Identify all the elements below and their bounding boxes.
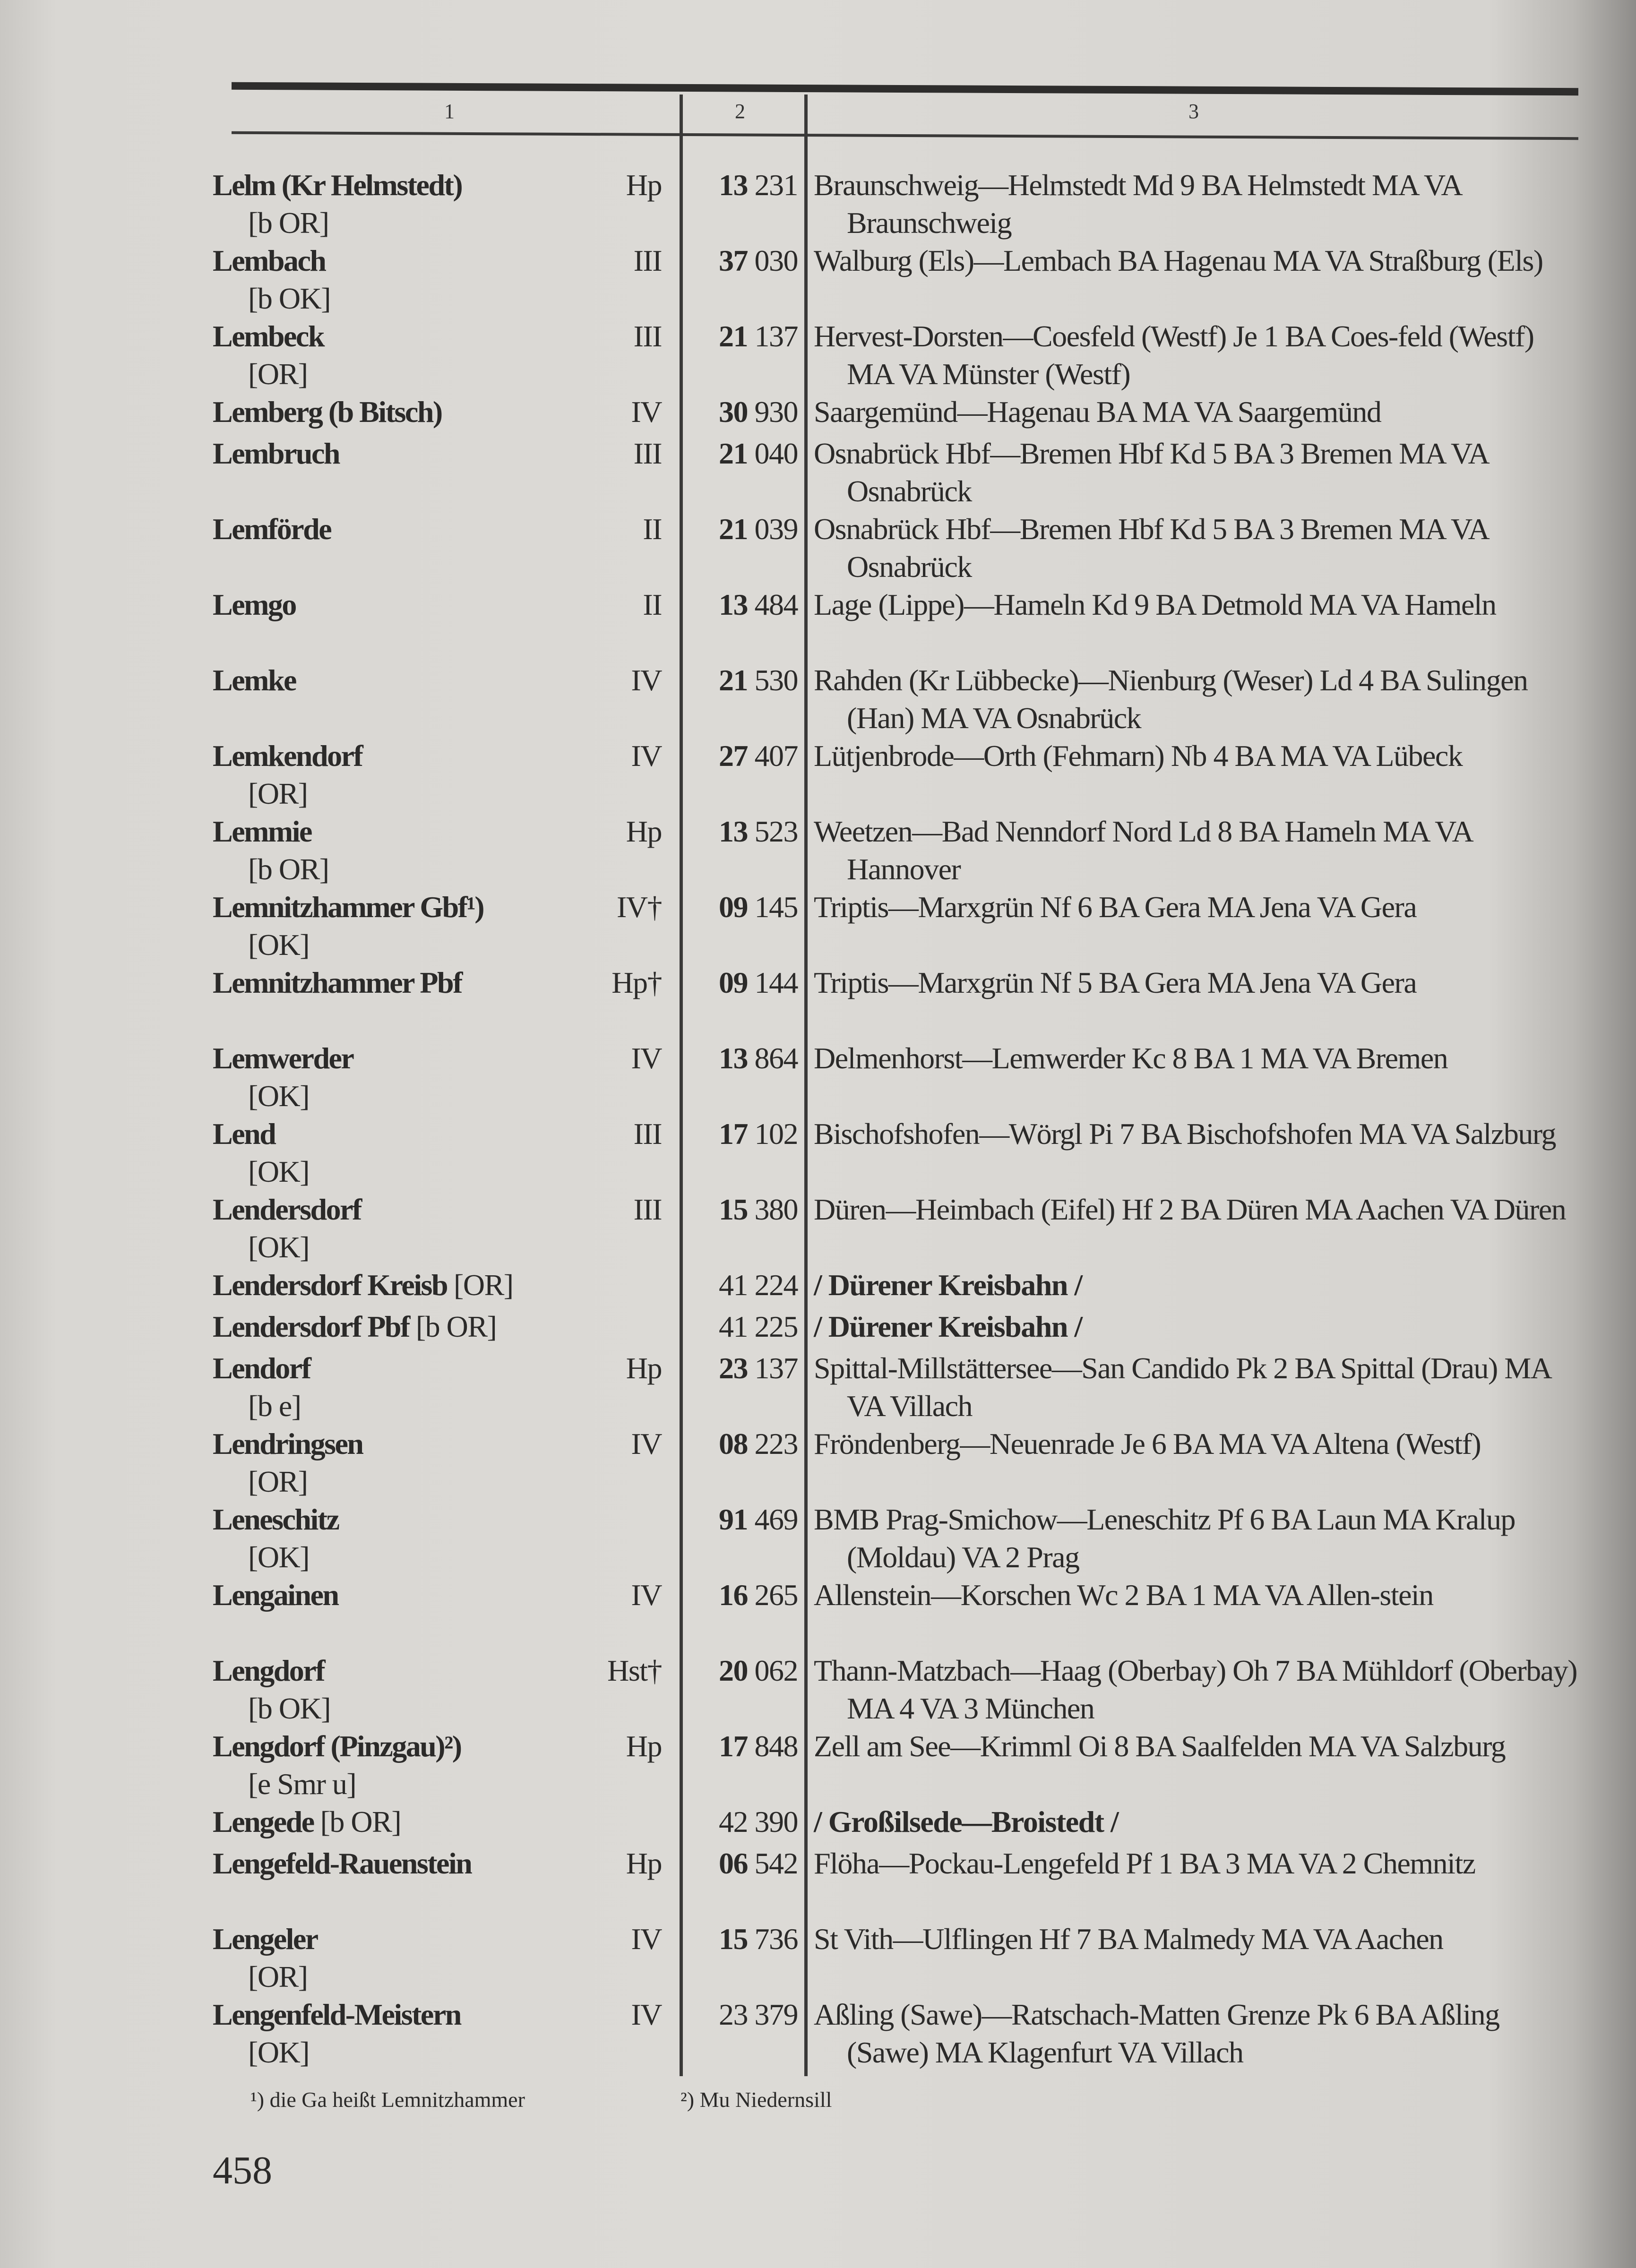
station-number (685, 964, 798, 1002)
station-name: Lengede (213, 1805, 314, 1838)
station-class: Hst† (607, 1654, 662, 1687)
station-number (685, 1803, 798, 1841)
station-number-prefix: 09 (719, 966, 748, 999)
station-number-prefix: 23 (719, 1351, 748, 1385)
table-row (213, 166, 1583, 242)
station-number (685, 1920, 798, 1958)
station-class: Hp (626, 1847, 662, 1880)
table-row (213, 662, 1583, 737)
station-number (685, 1308, 798, 1346)
station-name: Lemwerder (213, 1041, 353, 1075)
table-row (213, 242, 1583, 318)
table-row (213, 1115, 1583, 1191)
station-cell (213, 1191, 591, 1266)
station-name: Lengenfeld-Meistern (213, 1998, 461, 2031)
route-description: Düren—Heimbach (Eifel) Hf 2 BA Düren MA Aachen VA Düren (814, 1193, 1566, 1226)
station-note: [OK] (248, 928, 310, 962)
station-note: [e Smr u] (248, 1767, 356, 1801)
route-description: Fröndenberg—Neuenrade Je 6 BA MA VA Altena (Westf) (814, 1427, 1481, 1460)
table-row (213, 1349, 1583, 1425)
station-number (685, 662, 798, 699)
table-row (213, 1652, 1583, 1727)
station-cell (213, 242, 591, 318)
station-number-suffix: 137 (748, 1351, 798, 1385)
station-name: Lemförde (213, 512, 331, 546)
station-name: Lemke (213, 663, 296, 697)
station-number (685, 1349, 798, 1387)
station-number-prefix: 21 (719, 437, 748, 470)
table-row (213, 737, 1583, 813)
footnote-1: ¹) die Ga heißt Lemnitzhammer (250, 2088, 525, 2112)
station-table (213, 166, 1583, 2071)
station-number-suffix: 390 (748, 1805, 798, 1838)
route-description: Thann-Matzbach—Haag (Oberbay) Oh 7 BA Mühldorf (Oberbay) MA 4 VA 3 München (814, 1654, 1577, 1725)
station-note: [OK] (248, 1079, 310, 1113)
station-class: IV (631, 1427, 662, 1460)
table-row (213, 1191, 1583, 1266)
station-number (685, 435, 798, 472)
station-number-prefix: 21 (719, 663, 748, 697)
table-row (213, 1996, 1583, 2071)
route-description: Zell am See—Krimml Oi 8 BA Saalfelden MA VA Salzburg (814, 1729, 1506, 1763)
table-row (213, 964, 1583, 1040)
station-name: Lemgo (213, 588, 296, 621)
station-number-suffix: 102 (748, 1117, 798, 1151)
table-row (213, 1425, 1583, 1501)
station-cell (213, 586, 591, 624)
header-rule-top (232, 82, 1578, 95)
station-name: Lendersdorf Kreisb (213, 1268, 448, 1302)
station-cell (213, 662, 591, 699)
station-number-prefix: 37 (719, 244, 748, 277)
station-cell (213, 1845, 591, 1882)
station-class: Hp (626, 815, 662, 848)
station-note: [b OR] (320, 1805, 401, 1838)
station-number-suffix: 736 (748, 1922, 798, 1956)
station-number-suffix: 137 (748, 319, 798, 353)
route-description: Hervest-Dorsten—Coesfeld (Westf) Je 1 BA Coes-feld (Westf) MA VA Münster (Westf) (814, 319, 1534, 391)
station-number (685, 1040, 798, 1077)
station-number-prefix: 13 (719, 1041, 748, 1075)
station-number-suffix: 469 (748, 1503, 798, 1536)
station-number (685, 242, 798, 280)
table-row (213, 1266, 1583, 1308)
station-class: III (633, 437, 662, 470)
station-number-prefix: 15 (719, 1922, 748, 1956)
station-cell (213, 318, 591, 393)
station-number-suffix: 864 (748, 1041, 798, 1075)
station-name: Lemmie (213, 815, 311, 848)
station-number-suffix: 040 (748, 437, 798, 470)
station-class: III (633, 1193, 662, 1226)
station-cell (213, 1040, 591, 1115)
station-number-prefix: 13 (719, 168, 748, 202)
column-header-1: 1 (444, 100, 455, 123)
station-class: IV (631, 1041, 662, 1075)
station-name: Lelm (Kr Helmstedt) (213, 168, 462, 202)
station-cell (213, 1425, 591, 1501)
station-cell (213, 1266, 591, 1304)
station-class: IV (631, 739, 662, 773)
station-name: Lengeler (213, 1922, 318, 1956)
footnote-2: ²) Mu Niedernsill (680, 2088, 832, 2112)
station-name: Lengdorf (213, 1654, 324, 1687)
station-note: [OR] (248, 357, 308, 391)
table-row (213, 1576, 1583, 1652)
station-number-prefix: 08 (719, 1427, 748, 1460)
table-row (213, 586, 1583, 662)
station-note: [b OK] (248, 282, 331, 315)
route-description: / Dürener Kreisbahn / (814, 1310, 1082, 1343)
station-number-suffix: 231 (748, 168, 798, 202)
station-note: [b e] (248, 1389, 301, 1423)
station-name: Lemberg (b Bitsch) (213, 395, 442, 429)
route-description: Delmenhorst—Lemwerder Kc 8 BA 1 MA VA Bremen (814, 1041, 1448, 1075)
station-number-prefix: 30 (719, 395, 748, 429)
station-class: Hp (626, 168, 662, 202)
table-row (213, 435, 1583, 510)
station-cell (213, 1576, 591, 1614)
column-header-3: 3 (1188, 100, 1199, 123)
station-number-prefix: 21 (719, 512, 748, 546)
table-row (213, 1803, 1583, 1845)
route-description: Bischofshofen—Wörgl Pi 7 BA Bischofshofen MA VA Salzburg (814, 1117, 1556, 1151)
station-name: Lend (213, 1117, 276, 1151)
table-row (213, 888, 1583, 964)
station-number-suffix: 530 (748, 663, 798, 697)
station-note: [OK] (248, 1155, 310, 1188)
route-description: Osnabrück Hbf—Bremen Hbf Kd 5 BA 3 Bremen MA VA Osnabrück (814, 437, 1488, 508)
station-number (685, 1191, 798, 1228)
station-number (685, 1115, 798, 1153)
station-number (685, 1425, 798, 1463)
station-note: [OR] (248, 777, 308, 810)
table-row (213, 510, 1583, 586)
station-note: [OK] (248, 2036, 310, 2069)
route-description: Allenstein—Korschen Wc 2 BA 1 MA VA Allen-stein (814, 1578, 1433, 1612)
station-cell (213, 393, 591, 431)
header-rule-bottom (232, 131, 1578, 140)
station-class: Hp (626, 1351, 662, 1385)
station-number-prefix: 13 (719, 588, 748, 621)
station-cell (213, 888, 591, 964)
station-number (685, 1501, 798, 1538)
table-row (213, 1727, 1583, 1803)
station-class: Hp† (611, 966, 662, 999)
station-cell (213, 1115, 591, 1191)
station-cell (213, 1727, 591, 1803)
station-number (685, 1845, 798, 1882)
station-class: IV (631, 1578, 662, 1612)
station-number-suffix: 265 (748, 1578, 798, 1612)
station-number-prefix: 17 (719, 1117, 748, 1151)
station-name: Lendersdorf (213, 1193, 361, 1226)
station-number-suffix: 380 (748, 1193, 798, 1226)
station-class: Hp (626, 1729, 662, 1763)
table-row (213, 813, 1583, 888)
station-number-prefix: 41 (719, 1268, 748, 1302)
station-number-suffix: 145 (748, 890, 798, 924)
station-number-prefix: 23 (719, 1998, 748, 2031)
station-name: Lemnitzhammer Gbf¹) (213, 890, 484, 924)
station-number-prefix: 16 (719, 1578, 748, 1612)
station-number (685, 166, 798, 204)
station-number-prefix: 20 (719, 1654, 748, 1687)
station-name: Lendersdorf Pbf (213, 1310, 409, 1343)
route-description: Rahden (Kr Lübbecke)—Nienburg (Weser) Ld 4 BA Sulingen (Han) MA VA Osnabrück (814, 663, 1528, 735)
column-header-2: 2 (735, 100, 745, 123)
station-note: [b OR] (248, 852, 329, 886)
route-description: St Vith—Ulflingen Hf 7 BA Malmedy MA VA Aachen (814, 1922, 1443, 1956)
route-description: Aßling (Sawe)—Ratschach-Matten Grenze Pk 6 BA Aßling (Sawe) MA Klagenfurt VA Villach (814, 1998, 1499, 2069)
station-note: [OK] (248, 1540, 310, 1574)
station-number-prefix: 41 (719, 1310, 748, 1343)
station-cell (213, 1308, 591, 1346)
station-name: Lemkendorf (213, 739, 362, 773)
station-cell (213, 1996, 591, 2071)
table-row (213, 1920, 1583, 1996)
route-description: Flöha—Pockau-Lengefeld Pf 1 BA 3 MA VA 2 Chemnitz (814, 1847, 1475, 1880)
station-cell (213, 737, 591, 813)
station-name: Lembruch (213, 437, 339, 470)
station-name: Lengainen (213, 1578, 338, 1612)
station-class: IV† (616, 890, 662, 924)
table-row (213, 1501, 1583, 1576)
page-number: 458 (213, 2148, 272, 2192)
station-number (685, 1652, 798, 1690)
station-number (685, 737, 798, 775)
station-number (685, 1996, 798, 2034)
table-row (213, 1040, 1583, 1115)
route-description: / Großilsede—Broistedt / (814, 1805, 1119, 1838)
station-name: Lendringsen (213, 1427, 363, 1460)
station-number-suffix: 144 (748, 966, 798, 999)
station-number (685, 510, 798, 548)
station-note: [b OK] (248, 1692, 331, 1725)
station-number-suffix: 407 (748, 739, 798, 773)
station-number-suffix: 930 (748, 395, 798, 429)
station-cell (213, 166, 591, 242)
station-class: III (633, 244, 662, 277)
table-row (213, 318, 1583, 393)
station-number-prefix: 17 (719, 1729, 748, 1763)
station-cell (213, 1349, 591, 1425)
station-name: Lengefeld-Rauenstein (213, 1847, 472, 1880)
station-number-prefix: 21 (719, 319, 748, 353)
station-note: [OR] (454, 1268, 513, 1302)
route-description: Weetzen—Bad Nenndorf Nord Ld 8 BA Hameln MA VA Hannover (814, 815, 1472, 886)
station-note: [OK] (248, 1230, 310, 1264)
station-note: [OR] (248, 1960, 308, 1993)
station-number-suffix: 379 (748, 1998, 798, 2031)
station-number-suffix: 484 (748, 588, 798, 621)
station-number-suffix: 523 (748, 815, 798, 848)
table-row (213, 1308, 1583, 1349)
route-description: Spittal-Millstättersee—San Candido Pk 2 BA Spittal (Drau) MA VA Villach (814, 1351, 1550, 1423)
route-description: Triptis—Marxgrün Nf 5 BA Gera MA Jena VA Gera (814, 966, 1417, 999)
station-name: Lembeck (213, 319, 324, 353)
route-description: Lütjenbrode—Orth (Fehmarn) Nb 4 BA MA VA Lübeck (814, 739, 1463, 773)
station-cell (213, 964, 591, 1002)
station-number (685, 1266, 798, 1304)
station-cell (213, 510, 591, 548)
route-description: Braunschweig—Helmstedt Md 9 BA Helmstedt MA VA Braunschweig (814, 168, 1461, 240)
station-number-suffix: 542 (748, 1847, 798, 1880)
station-name: Lemnitzhammer Pbf (213, 966, 462, 999)
station-cell (213, 1803, 591, 1841)
station-class: IV (631, 1922, 662, 1956)
station-class: IV (631, 663, 662, 697)
station-name: Lendorf (213, 1351, 310, 1385)
station-number-prefix: 91 (719, 1503, 748, 1536)
station-class: III (633, 1117, 662, 1151)
station-number-suffix: 062 (748, 1654, 798, 1687)
station-number (685, 888, 798, 926)
table-row (213, 393, 1583, 435)
route-description: BMB Prag-Smichow—Leneschitz Pf 6 BA Laun MA Kralup (Moldau) VA 2 Prag (814, 1503, 1515, 1574)
route-description: Lage (Lippe)—Hameln Kd 9 BA Detmold MA VA Hameln (814, 588, 1496, 621)
station-note: [b OR] (415, 1310, 497, 1343)
station-number (685, 586, 798, 624)
station-number-suffix: 225 (748, 1310, 798, 1343)
station-number (685, 318, 798, 355)
station-class: IV (631, 1998, 662, 2031)
page-content (213, 166, 1583, 2194)
station-name: Leneschitz (213, 1503, 339, 1536)
station-number-suffix: 030 (748, 244, 798, 277)
station-number-suffix: 848 (748, 1729, 798, 1763)
route-description: / Dürener Kreisbahn / (814, 1268, 1082, 1302)
station-number-suffix: 224 (748, 1268, 798, 1302)
station-number-prefix: 13 (719, 815, 748, 848)
station-class: II (643, 588, 662, 621)
route-description: Walburg (Els)—Lembach BA Hagenau MA VA Straßburg (Els) (814, 244, 1543, 277)
station-number-suffix: 039 (748, 512, 798, 546)
station-cell (213, 813, 591, 888)
route-description: Triptis—Marxgrün Nf 6 BA Gera MA Jena VA Gera (814, 890, 1417, 924)
station-class: IV (631, 395, 662, 429)
station-number-prefix: 27 (719, 739, 748, 773)
station-cell (213, 435, 591, 472)
station-note: [OR] (248, 1465, 308, 1498)
station-cell (213, 1501, 591, 1576)
station-number-prefix: 09 (719, 890, 748, 924)
station-number (685, 813, 798, 850)
footnotes (213, 2086, 1583, 2119)
station-name: Lengdorf (Pinzgau)²) (213, 1729, 461, 1763)
station-number (685, 1727, 798, 1765)
route-description: Saargemünd—Hagenau BA MA VA Saargemünd (814, 395, 1381, 429)
route-description: Osnabrück Hbf—Bremen Hbf Kd 5 BA 3 Bremen MA VA Osnabrück (814, 512, 1488, 584)
station-number-prefix: 42 (719, 1805, 748, 1838)
station-note: [b OR] (248, 206, 329, 240)
station-number-suffix: 223 (748, 1427, 798, 1460)
station-class: II (643, 512, 662, 546)
table-row (213, 1845, 1583, 1920)
station-number (685, 1576, 798, 1614)
station-name: Lembach (213, 244, 326, 277)
station-cell (213, 1652, 591, 1727)
station-number-prefix: 06 (719, 1847, 748, 1880)
station-number (685, 393, 798, 431)
station-number-prefix: 15 (719, 1193, 748, 1226)
station-class: III (633, 319, 662, 353)
station-cell (213, 1920, 591, 1996)
